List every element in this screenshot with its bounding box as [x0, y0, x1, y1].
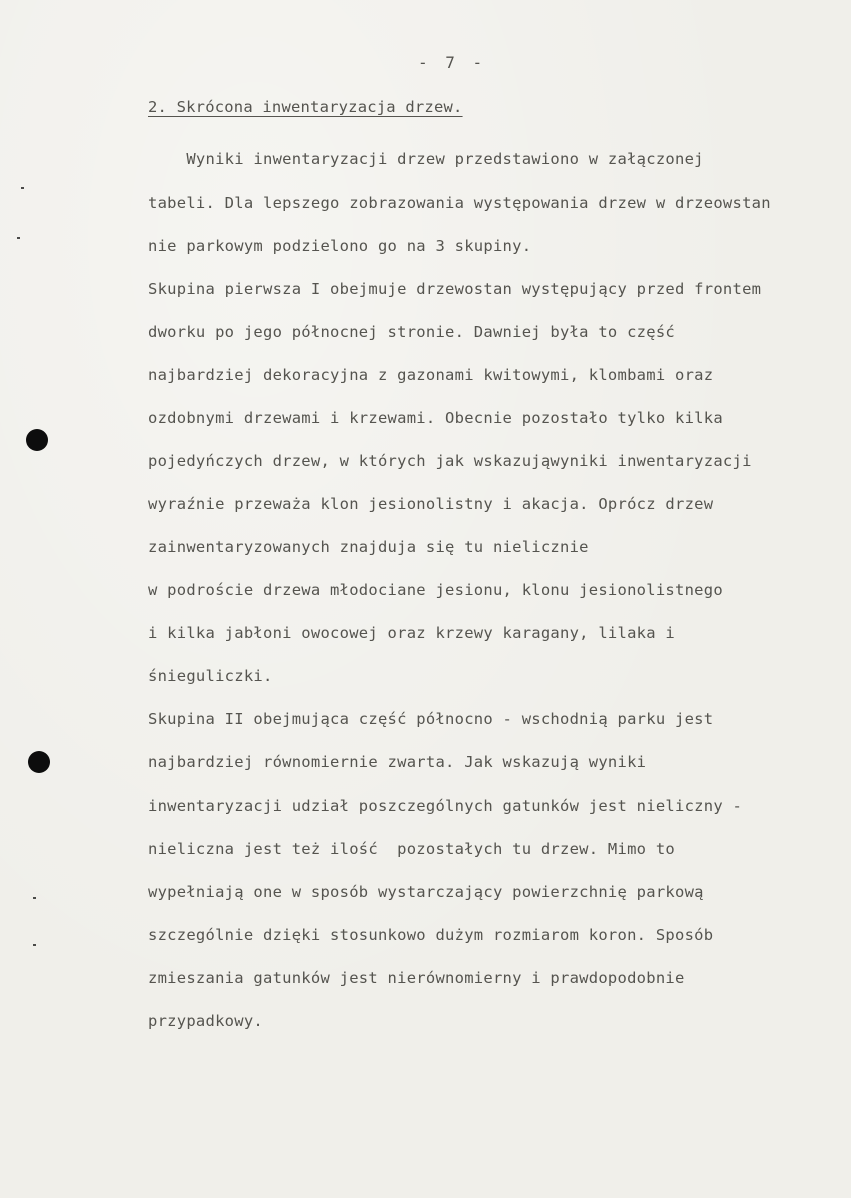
body-line: Skupina pierwsza I obejmuje drzewostan występujący przed frontem	[148, 280, 762, 298]
punch-hole	[28, 751, 50, 773]
punch-hole	[26, 429, 48, 451]
body-line: śnieguliczki.	[148, 667, 273, 685]
body-line: Wyniki inwentaryzacji drzew przedstawiono w załączonej	[148, 150, 704, 168]
body-line: nieliczna jest też ilość pozostałych tu drzew. Mimo to	[148, 840, 675, 858]
body-line: pojedyńczych drzew, w których jak wskazująwyniki inwentaryzacji	[148, 452, 752, 470]
body-line: nie parkowym podzielono go na 3 skupiny.	[148, 237, 532, 255]
body-line: Skupina II obejmująca część północno - wschodnią parku jest	[148, 710, 714, 728]
body-line: szczególnie dzięki stosunkowo dużym rozmiarom koron. Sposób	[148, 926, 714, 944]
margin-speck	[33, 897, 36, 899]
body-line: dworku po jego północnej stronie. Dawniej była to część	[148, 323, 675, 341]
body-line: ozdobnymi drzewami i krzewami. Obecnie pozostało tylko kilka	[148, 409, 723, 427]
body-line: najbardziej równomiernie zwarta. Jak wskazują wyniki	[148, 753, 647, 771]
body-line: zainwentaryzowanych znajduja się tu nielicznie	[148, 538, 589, 556]
body-line: i kilka jabłoni owocowej oraz krzewy karagany, lilaka i	[148, 624, 675, 642]
body-line: inwentaryzacji udział poszczególnych gatunków jest nieliczny -	[148, 797, 743, 815]
page-number: - 7 -	[418, 53, 487, 72]
body-line: wypełniają one w sposób wystarczający powierzchnię parkową	[148, 883, 704, 901]
margin-speck	[17, 237, 20, 239]
body-line: przypadkowy.	[148, 1012, 263, 1030]
body-line: zmieszania gatunków jest nierównomierny i prawdopodobnie	[148, 969, 685, 987]
body-line: wyraźnie przeważa klon jesionolistny i akacja. Oprócz drzew	[148, 495, 714, 513]
section-heading: 2. Skrócona inwentaryzacja drzew.	[148, 98, 463, 116]
margin-speck	[33, 944, 36, 946]
body-line: w podroście drzewa młodociane jesionu, klonu jesionolistnego	[148, 581, 723, 599]
body-line: tabeli. Dla lepszego zobrazowania występowania drzew w drzeowstan	[148, 194, 771, 212]
body-line: najbardziej dekoracyjna z gazonami kwitowymi, klombami oraz	[148, 366, 714, 384]
margin-speck	[21, 187, 24, 189]
